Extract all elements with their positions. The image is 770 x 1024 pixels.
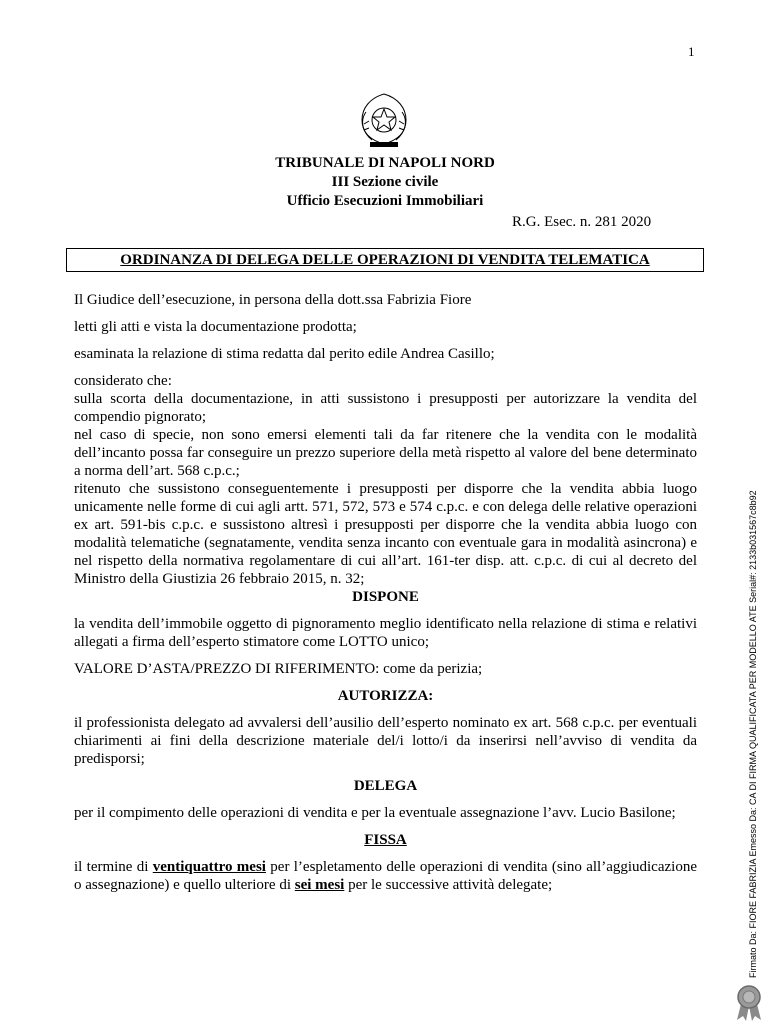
italian-republic-emblem-icon	[356, 90, 412, 150]
text-run: il termine di	[74, 859, 153, 875]
document-title-box	[66, 248, 704, 272]
court-section: III Sezione civile	[331, 174, 439, 190]
heading-delega: DELEGA	[353, 778, 418, 794]
heading-fissa-text: FISSA	[364, 832, 407, 848]
emphasis-term: ventiquattro mesi	[152, 859, 266, 875]
text-run: per l’espletamento delle operazioni di vendita (sino all’aggiudicazione o assegnazione) e quello ulteriore di	[74, 859, 697, 893]
paragraph: sulla scorta della documentazione, in atti sussistono i presupposti per autorizzare la vendita del compendio pignorato;	[74, 391, 697, 425]
text-run: per le successive attività delegate;	[344, 877, 553, 893]
paragraph: per il compimento delle operazioni di vendita e per la eventuale assegnazione l’avv. Lucio Basilone;	[74, 805, 676, 821]
paragraph: il professionista delegato ad avvalersi dell’ausilio dell’esperto nominato ex art. 568 c.p.c. per eventuali chiarimenti ai fini della descrizione materiale del/i lotto/i da inserirsi nell’avviso di vendita da predisporsi;	[74, 715, 697, 767]
paragraph: la vendita dell’immobile oggetto di pignoramento meglio identificato nella relazione di stima e relativi allegati a firma dell’esperto stimatore come LOTTO unico;	[74, 616, 697, 650]
certificate-seal-icon	[733, 984, 765, 1022]
paragraph: esaminata la relazione di stima redatta dal perito edile Andrea Casillo;	[74, 346, 495, 362]
paragraph: Il Giudice dell’esecuzione, in persona della dott.ssa Fabrizia Fiore	[74, 292, 472, 308]
paragraph: VALORE D’ASTA/PREZZO DI RIFERIMENTO: come da perizia;	[74, 661, 483, 677]
emphasis-term: sei mesi	[294, 877, 345, 893]
paragraph: ritenuto che sussistono conseguentemente i presupposti per disporre che la vendita abbia luogo unicamente nelle forme di cui agli artt. 571, 572, 573 e 574 c.p.c. e con delega delle relative operazioni ex art. 591-bis c.p.c. e sussistono altresì i presupposti per disporre che la vendita abbia luogo con modalità telematiche (segnatamente, vendita senza incanto con eventuale gara in modalità asincrona) e nel rispetto della normativa regolamentare di cui all’art. 161-ter disp. att. c.p.c. di cui al decreto del Ministro della Giustizia 26 febbraio 2015, n. 32;	[74, 481, 697, 587]
document-title: ORDINANZA DI DELEGA DELLE OPERAZIONI DI VENDITA TELEMATICA	[120, 252, 650, 268]
document-body	[74, 291, 697, 894]
court-office: Ufficio Esecuzioni Immobiliari	[286, 193, 484, 209]
paragraph	[74, 858, 697, 894]
court-header	[0, 154, 770, 211]
rg-number: R.G. Esec. n. 281 2020	[512, 214, 652, 230]
heading-fissa	[74, 831, 697, 849]
page-number: 1	[688, 44, 695, 59]
court-name: TRIBUNALE DI NAPOLI NORD	[275, 155, 495, 171]
digital-signature-strip: Firmato Da: FIORE FABRIZIA Emesso Da: CA DI FIRMA QUALIFICATA PER MODELLO ATE Serial#: 2133b031567c8b92	[748, 490, 758, 978]
heading-dispone: DISPONE	[352, 589, 419, 605]
paragraph: considerato che:	[74, 373, 172, 389]
heading-autorizza: AUTORIZZA:	[337, 688, 434, 704]
paragraph: letti gli atti e vista la documentazione prodotta;	[74, 319, 357, 335]
paragraph: nel caso di specie, non sono emersi elementi tali da far ritenere che la vendita con le modalità dell’incanto possa far conseguire un prezzo superiore della metà rispetto al valore del bene determinato a norma dell’art. 568 c.p.c.;	[74, 427, 697, 479]
